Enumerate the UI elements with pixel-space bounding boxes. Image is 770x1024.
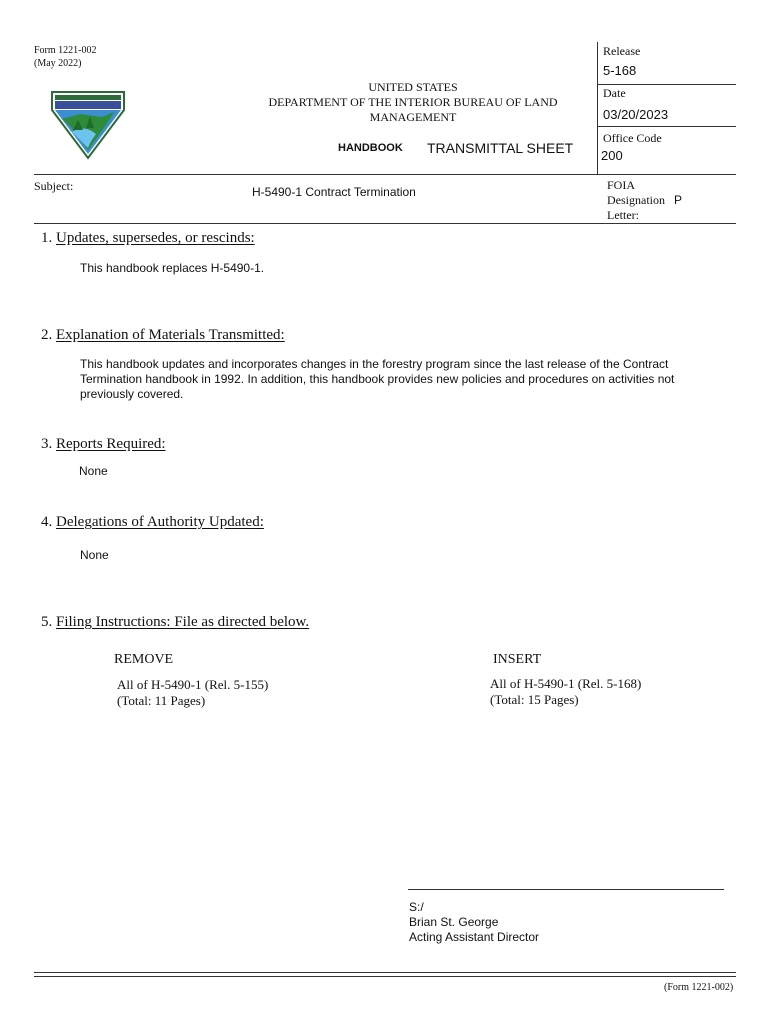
remove-label: REMOVE xyxy=(114,652,174,667)
section-2-number: 2. xyxy=(41,327,53,343)
release-value: 5-168 xyxy=(603,63,637,78)
section-3-title: Reports Required: xyxy=(56,436,166,452)
insert-details xyxy=(490,676,641,708)
blm-logo xyxy=(50,90,126,160)
foia-value: P xyxy=(674,193,683,207)
section-3-heading xyxy=(41,436,166,453)
office-code-label: Office Code xyxy=(603,131,662,145)
header-divider xyxy=(34,174,736,175)
office-code-value: 200 xyxy=(601,148,623,163)
section-2-text: This handbook updates and incorporates changes in the forestry program since the last release of the Contract Termination handbook in 1992. In addition, this handbook provides new policies and procedures on activities not previously covered. xyxy=(80,357,675,401)
foia-line-1: FOIA xyxy=(607,178,636,192)
form-date: (May 2022) xyxy=(34,58,82,69)
insert-label: INSERT xyxy=(493,652,542,667)
signature-title: Acting Assistant Director xyxy=(409,930,540,944)
section-4-title: Delegations of Authority Updated: xyxy=(56,514,264,530)
signature-line xyxy=(408,889,724,890)
section-4-number: 4. xyxy=(41,514,53,530)
remove-line-1: All of H-5490-1 (Rel. 5-155) xyxy=(117,677,269,692)
subject-value: H-5490-1 Contract Termination xyxy=(252,185,416,199)
agency-name xyxy=(248,80,578,125)
handbook-label: HANDBOOK xyxy=(338,142,403,154)
section-1-heading xyxy=(41,230,255,247)
section-1-number: 1. xyxy=(41,230,53,246)
insert-line-1: All of H-5490-1 (Rel. 5-168) xyxy=(490,676,642,691)
foia-label xyxy=(607,178,665,223)
release-label: Release xyxy=(603,44,641,58)
right-box-divider xyxy=(597,42,598,174)
signature-name: Brian St. George xyxy=(409,915,499,929)
date-value: 03/20/2023 xyxy=(603,107,669,122)
section-3-text: None xyxy=(79,464,108,478)
form-number: Form 1221-002 xyxy=(34,45,97,56)
agency-line-3: MANAGEMENT xyxy=(369,110,457,124)
transmittal-title: TRANSMITTAL SHEET xyxy=(427,140,574,156)
section-4-heading xyxy=(41,514,264,531)
section-3-number: 3. xyxy=(41,436,53,452)
footer-rule-bottom xyxy=(34,976,736,977)
signature-block xyxy=(409,900,539,945)
insert-line-2: (Total: 15 Pages) xyxy=(490,692,579,707)
section-5-number: 5. xyxy=(41,614,53,630)
date-underline xyxy=(598,126,736,127)
section-4-text: None xyxy=(80,548,109,562)
subject-divider xyxy=(34,223,736,224)
section-5-title: Filing Instructions: File as directed below. xyxy=(56,614,310,630)
section-5-heading xyxy=(41,614,309,631)
foia-line-2: Designation xyxy=(607,193,665,207)
release-underline xyxy=(598,84,736,85)
footer-rule-top xyxy=(34,972,736,973)
section-2-heading xyxy=(41,327,285,344)
agency-line-2: DEPARTMENT OF THE INTERIOR BUREAU OF LAND xyxy=(268,95,558,109)
section-1-title: Updates, supersedes, or rescinds: xyxy=(56,230,255,246)
subject-label: Subject: xyxy=(34,179,74,193)
foia-line-3: Letter: xyxy=(607,208,639,222)
remove-line-2: (Total: 11 Pages) xyxy=(117,693,206,708)
agency-line-1: UNITED STATES xyxy=(368,80,458,94)
section-1-text: This handbook replaces H-5490-1. xyxy=(80,261,265,275)
footer-form-number: (Form 1221-002) xyxy=(664,982,734,993)
section-2-title: Explanation of Materials Transmitted: xyxy=(56,327,285,343)
signature-line-1: S:/ xyxy=(409,900,424,914)
remove-details xyxy=(117,677,268,709)
date-label: Date xyxy=(603,86,626,100)
